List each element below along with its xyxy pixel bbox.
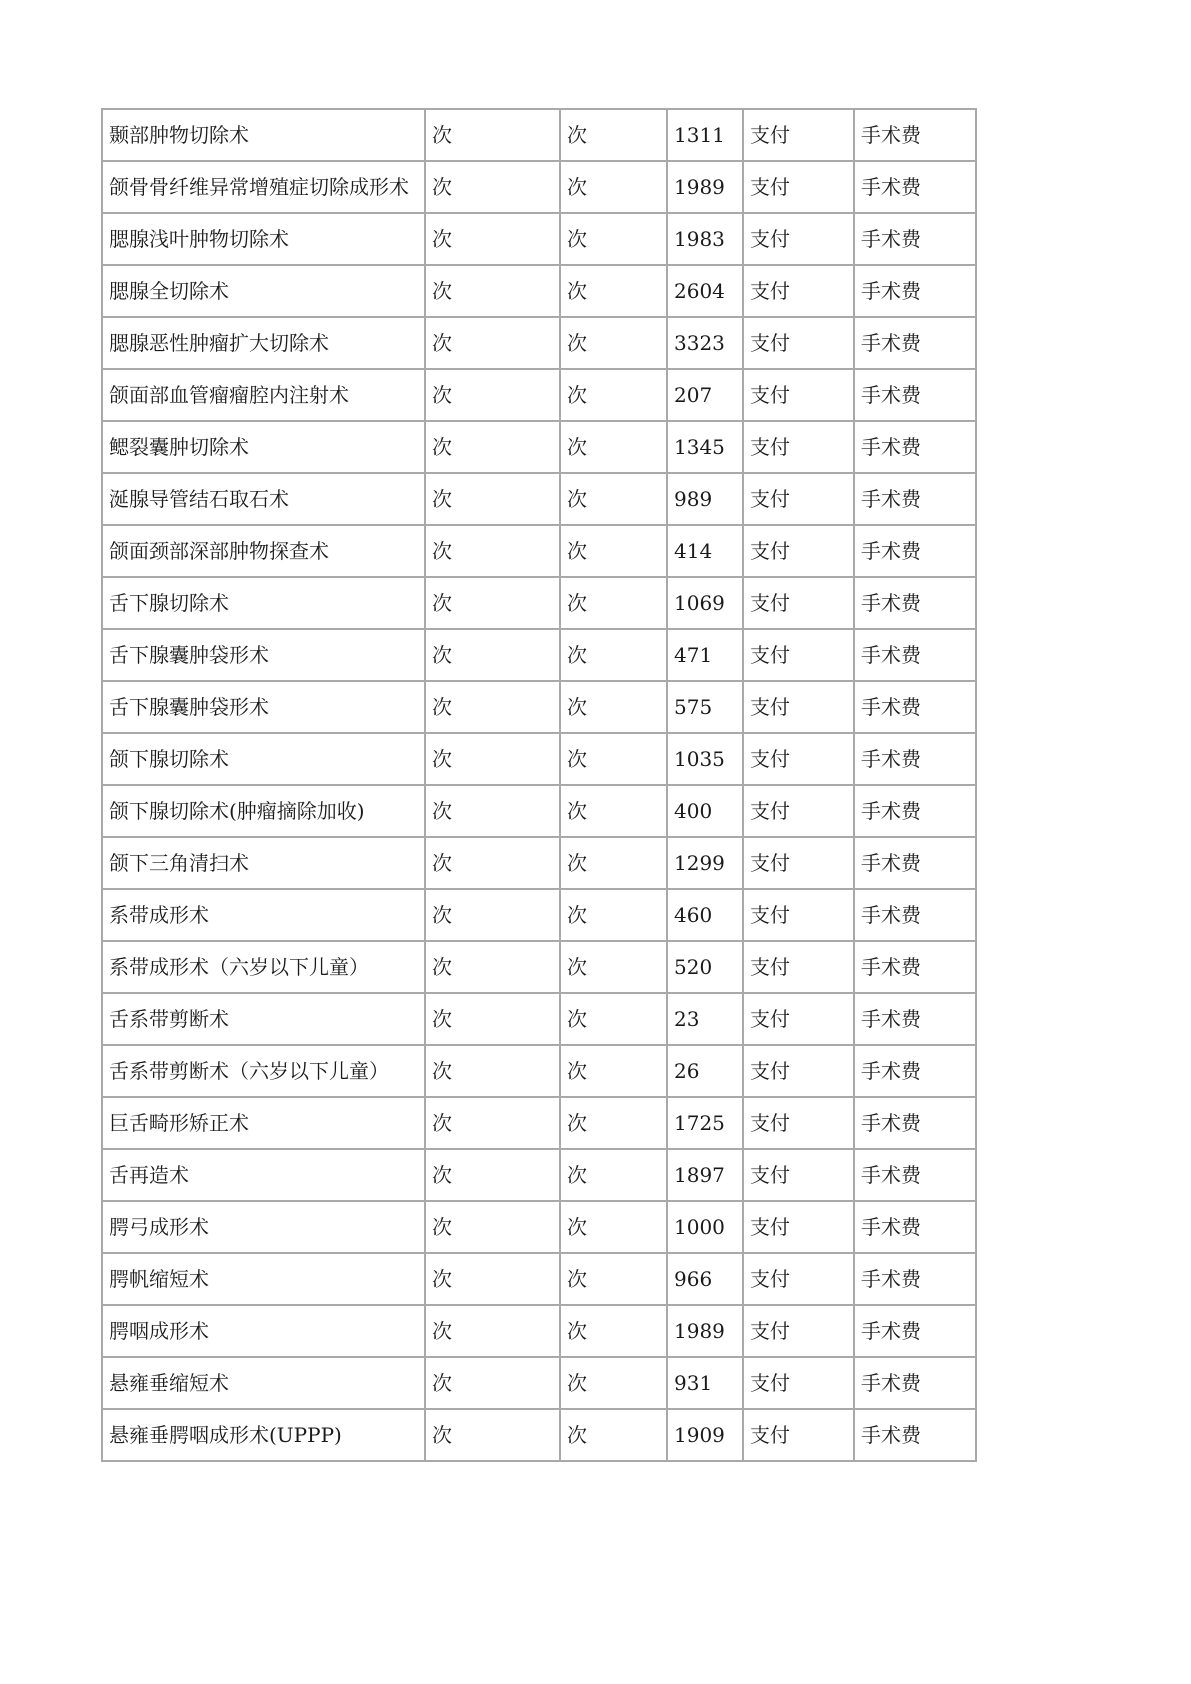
fee-category-cell: 手术费 <box>854 941 976 993</box>
fee-category-cell: 手术费 <box>854 369 976 421</box>
payment-status-cell: 支付 <box>743 317 854 369</box>
table-row <box>102 1253 976 1305</box>
procedure-name-cell: 腭帆缩短术 <box>102 1253 425 1305</box>
table-row <box>102 941 976 993</box>
procedure-name-cell: 颌面颈部深部肿物探查术 <box>102 525 425 577</box>
pricing-unit-cell: 次 <box>560 785 667 837</box>
unit-cell: 次 <box>425 1097 560 1149</box>
price-cell: 989 <box>667 473 743 525</box>
table-row <box>102 1045 976 1097</box>
table-row <box>102 161 976 213</box>
table-row <box>102 1409 976 1461</box>
fee-category-cell: 手术费 <box>854 785 976 837</box>
table-row <box>102 109 976 161</box>
unit-cell: 次 <box>425 837 560 889</box>
fee-category-cell: 手术费 <box>854 525 976 577</box>
fee-category-cell: 手术费 <box>854 109 976 161</box>
table-row <box>102 733 976 785</box>
table-row <box>102 889 976 941</box>
payment-status-cell: 支付 <box>743 213 854 265</box>
fee-category-cell: 手术费 <box>854 837 976 889</box>
price-cell: 1989 <box>667 161 743 213</box>
unit-cell: 次 <box>425 681 560 733</box>
table-row <box>102 993 976 1045</box>
fee-category-cell: 手术费 <box>854 1097 976 1149</box>
price-cell: 1725 <box>667 1097 743 1149</box>
price-cell: 460 <box>667 889 743 941</box>
price-cell: 575 <box>667 681 743 733</box>
price-cell: 1069 <box>667 577 743 629</box>
pricing-unit-cell: 次 <box>560 577 667 629</box>
procedure-name-cell: 颌下腺切除术(肿瘤摘除加收) <box>102 785 425 837</box>
payment-status-cell: 支付 <box>743 1357 854 1409</box>
fee-table-body <box>102 109 976 1461</box>
unit-cell: 次 <box>425 785 560 837</box>
pricing-unit-cell: 次 <box>560 473 667 525</box>
fee-category-cell: 手术费 <box>854 213 976 265</box>
payment-status-cell: 支付 <box>743 629 854 681</box>
pricing-unit-cell: 次 <box>560 1097 667 1149</box>
fee-category-cell: 手术费 <box>854 1357 976 1409</box>
price-cell: 1311 <box>667 109 743 161</box>
fee-category-cell: 手术费 <box>854 889 976 941</box>
price-cell: 1897 <box>667 1149 743 1201</box>
pricing-unit-cell: 次 <box>560 837 667 889</box>
table-row <box>102 837 976 889</box>
price-cell: 1035 <box>667 733 743 785</box>
pricing-unit-cell: 次 <box>560 109 667 161</box>
fee-category-cell: 手术费 <box>854 1045 976 1097</box>
payment-status-cell: 支付 <box>743 941 854 993</box>
unit-cell: 次 <box>425 1045 560 1097</box>
unit-cell: 次 <box>425 1409 560 1461</box>
pricing-unit-cell: 次 <box>560 993 667 1045</box>
fee-category-cell: 手术费 <box>854 161 976 213</box>
unit-cell: 次 <box>425 1357 560 1409</box>
price-cell: 2604 <box>667 265 743 317</box>
payment-status-cell: 支付 <box>743 525 854 577</box>
unit-cell: 次 <box>425 109 560 161</box>
table-row <box>102 1305 976 1357</box>
payment-status-cell: 支付 <box>743 577 854 629</box>
table-row <box>102 473 976 525</box>
fee-category-cell: 手术费 <box>854 1409 976 1461</box>
payment-status-cell: 支付 <box>743 161 854 213</box>
pricing-unit-cell: 次 <box>560 1201 667 1253</box>
fee-category-cell: 手术费 <box>854 577 976 629</box>
pricing-unit-cell: 次 <box>560 317 667 369</box>
payment-status-cell: 支付 <box>743 1409 854 1461</box>
pricing-unit-cell: 次 <box>560 889 667 941</box>
procedure-name-cell: 舌下腺囊肿袋形术 <box>102 629 425 681</box>
table-row <box>102 629 976 681</box>
pricing-unit-cell: 次 <box>560 421 667 473</box>
payment-status-cell: 支付 <box>743 993 854 1045</box>
procedure-name-cell: 系带成形术 <box>102 889 425 941</box>
procedure-name-cell: 腮腺恶性肿瘤扩大切除术 <box>102 317 425 369</box>
procedure-name-cell: 腮腺浅叶肿物切除术 <box>102 213 425 265</box>
table-row <box>102 421 976 473</box>
price-cell: 1989 <box>667 1305 743 1357</box>
pricing-unit-cell: 次 <box>560 1409 667 1461</box>
unit-cell: 次 <box>425 577 560 629</box>
procedure-name-cell: 腮腺全切除术 <box>102 265 425 317</box>
procedure-name-cell: 巨舌畸形矫正术 <box>102 1097 425 1149</box>
price-cell: 1299 <box>667 837 743 889</box>
procedure-name-cell: 舌下腺切除术 <box>102 577 425 629</box>
price-cell: 23 <box>667 993 743 1045</box>
procedure-name-cell: 涎腺导管结石取石术 <box>102 473 425 525</box>
pricing-unit-cell: 次 <box>560 213 667 265</box>
price-cell: 520 <box>667 941 743 993</box>
payment-status-cell: 支付 <box>743 681 854 733</box>
unit-cell: 次 <box>425 421 560 473</box>
procedure-name-cell: 腭弓成形术 <box>102 1201 425 1253</box>
table-row <box>102 317 976 369</box>
unit-cell: 次 <box>425 1305 560 1357</box>
table-row <box>102 265 976 317</box>
price-cell: 26 <box>667 1045 743 1097</box>
fee-category-cell: 手术费 <box>854 473 976 525</box>
unit-cell: 次 <box>425 473 560 525</box>
payment-status-cell: 支付 <box>743 109 854 161</box>
unit-cell: 次 <box>425 369 560 421</box>
fee-category-cell: 手术费 <box>854 681 976 733</box>
fee-table <box>101 108 977 1462</box>
table-row <box>102 1357 976 1409</box>
price-cell: 3323 <box>667 317 743 369</box>
pricing-unit-cell: 次 <box>560 1253 667 1305</box>
unit-cell: 次 <box>425 317 560 369</box>
price-cell: 1345 <box>667 421 743 473</box>
procedure-name-cell: 颌面部血管瘤瘤腔内注射术 <box>102 369 425 421</box>
procedure-name-cell: 颌下腺切除术 <box>102 733 425 785</box>
pricing-unit-cell: 次 <box>560 1045 667 1097</box>
table-row <box>102 577 976 629</box>
payment-status-cell: 支付 <box>743 1305 854 1357</box>
table-row <box>102 1201 976 1253</box>
unit-cell: 次 <box>425 161 560 213</box>
payment-status-cell: 支付 <box>743 1097 854 1149</box>
payment-status-cell: 支付 <box>743 837 854 889</box>
procedure-name-cell: 舌再造术 <box>102 1149 425 1201</box>
unit-cell: 次 <box>425 993 560 1045</box>
table-row <box>102 213 976 265</box>
unit-cell: 次 <box>425 629 560 681</box>
unit-cell: 次 <box>425 889 560 941</box>
pricing-unit-cell: 次 <box>560 941 667 993</box>
unit-cell: 次 <box>425 525 560 577</box>
price-cell: 931 <box>667 1357 743 1409</box>
fee-category-cell: 手术费 <box>854 733 976 785</box>
procedure-name-cell: 舌下腺囊肿袋形术 <box>102 681 425 733</box>
pricing-unit-cell: 次 <box>560 1357 667 1409</box>
price-cell: 471 <box>667 629 743 681</box>
table-row <box>102 369 976 421</box>
payment-status-cell: 支付 <box>743 473 854 525</box>
fee-category-cell: 手术费 <box>854 1149 976 1201</box>
table-row <box>102 785 976 837</box>
payment-status-cell: 支付 <box>743 1045 854 1097</box>
unit-cell: 次 <box>425 1149 560 1201</box>
payment-status-cell: 支付 <box>743 1201 854 1253</box>
procedure-name-cell: 颌下三角清扫术 <box>102 837 425 889</box>
table-row <box>102 1149 976 1201</box>
procedure-name-cell: 鳃裂囊肿切除术 <box>102 421 425 473</box>
payment-status-cell: 支付 <box>743 1253 854 1305</box>
procedure-name-cell: 悬雍垂缩短术 <box>102 1357 425 1409</box>
procedure-name-cell: 悬雍垂腭咽成形术(UPPP) <box>102 1409 425 1461</box>
price-cell: 1983 <box>667 213 743 265</box>
fee-category-cell: 手术费 <box>854 1253 976 1305</box>
table-row <box>102 681 976 733</box>
unit-cell: 次 <box>425 265 560 317</box>
procedure-name-cell: 系带成形术（六岁以下儿童） <box>102 941 425 993</box>
fee-category-cell: 手术费 <box>854 1201 976 1253</box>
price-cell: 966 <box>667 1253 743 1305</box>
fee-category-cell: 手术费 <box>854 265 976 317</box>
table-row <box>102 1097 976 1149</box>
procedure-name-cell: 颌骨骨纤维异常增殖症切除成形术 <box>102 161 425 213</box>
fee-category-cell: 手术费 <box>854 421 976 473</box>
price-cell: 414 <box>667 525 743 577</box>
unit-cell: 次 <box>425 1201 560 1253</box>
payment-status-cell: 支付 <box>743 785 854 837</box>
pricing-unit-cell: 次 <box>560 161 667 213</box>
pricing-unit-cell: 次 <box>560 369 667 421</box>
price-cell: 1000 <box>667 1201 743 1253</box>
procedure-name-cell: 舌系带剪断术（六岁以下儿童） <box>102 1045 425 1097</box>
fee-category-cell: 手术费 <box>854 1305 976 1357</box>
pricing-unit-cell: 次 <box>560 629 667 681</box>
table-row <box>102 525 976 577</box>
procedure-name-cell: 颞部肿物切除术 <box>102 109 425 161</box>
payment-status-cell: 支付 <box>743 733 854 785</box>
pricing-unit-cell: 次 <box>560 681 667 733</box>
procedure-name-cell: 腭咽成形术 <box>102 1305 425 1357</box>
fee-category-cell: 手术费 <box>854 317 976 369</box>
pricing-unit-cell: 次 <box>560 525 667 577</box>
unit-cell: 次 <box>425 1253 560 1305</box>
pricing-unit-cell: 次 <box>560 1149 667 1201</box>
payment-status-cell: 支付 <box>743 421 854 473</box>
pricing-unit-cell: 次 <box>560 733 667 785</box>
price-cell: 207 <box>667 369 743 421</box>
pricing-unit-cell: 次 <box>560 1305 667 1357</box>
payment-status-cell: 支付 <box>743 1149 854 1201</box>
unit-cell: 次 <box>425 941 560 993</box>
payment-status-cell: 支付 <box>743 889 854 941</box>
price-cell: 1909 <box>667 1409 743 1461</box>
unit-cell: 次 <box>425 213 560 265</box>
procedure-name-cell: 舌系带剪断术 <box>102 993 425 1045</box>
payment-status-cell: 支付 <box>743 265 854 317</box>
payment-status-cell: 支付 <box>743 369 854 421</box>
pricing-unit-cell: 次 <box>560 265 667 317</box>
fee-category-cell: 手术费 <box>854 629 976 681</box>
unit-cell: 次 <box>425 733 560 785</box>
fee-category-cell: 手术费 <box>854 993 976 1045</box>
price-cell: 400 <box>667 785 743 837</box>
